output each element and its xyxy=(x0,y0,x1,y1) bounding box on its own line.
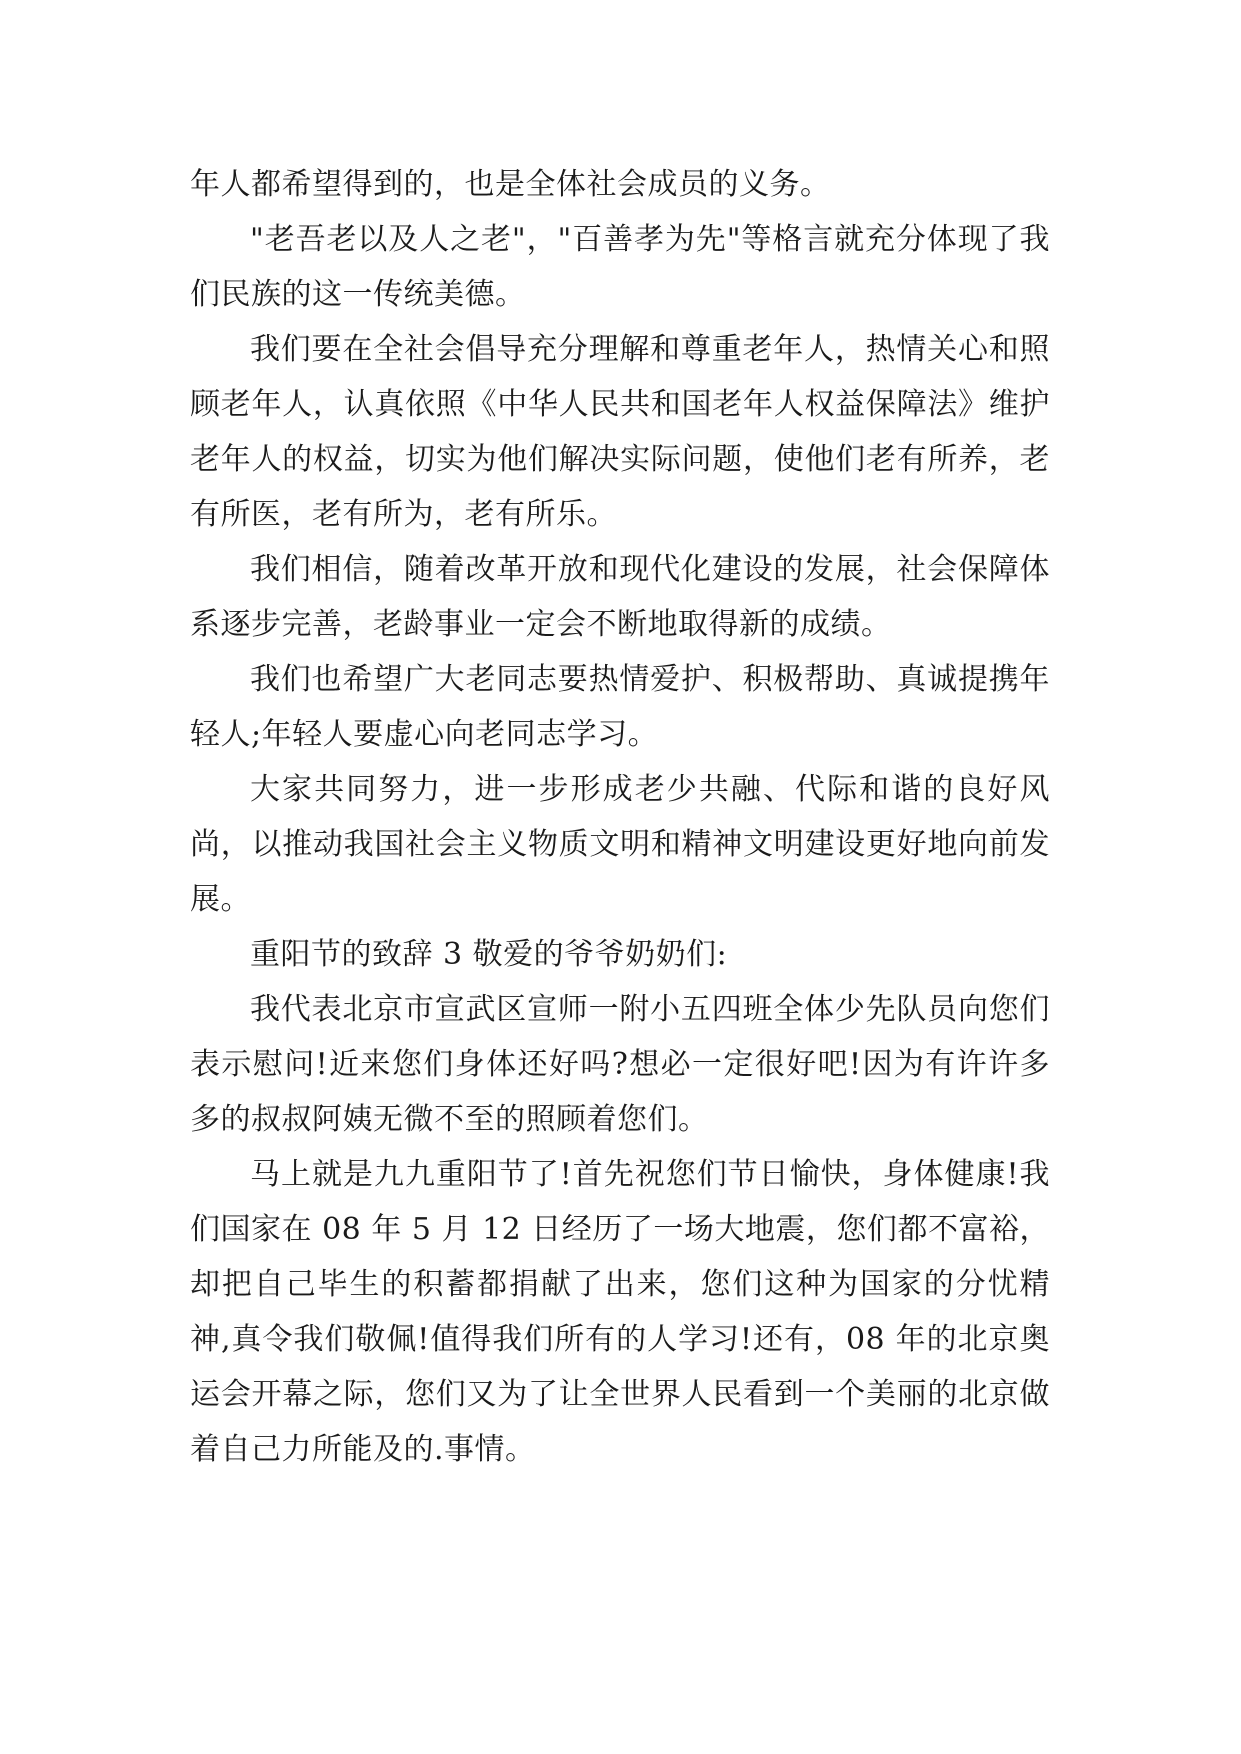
paragraph: 我们也希望广大老同志要热情爱护、积极帮助、真诚提携年轻人;年轻人要虚心向老同志学习。 xyxy=(190,662,1050,752)
paragraph: 大家共同努力，进一步形成老少共融、代际和谐的良好风尚，以推动我国社会主义物质文明和精神文明建设更好地向前发展。 xyxy=(190,772,1050,917)
paragraph: 我代表北京市宣武区宣师一附小五四班全体少先队员向您们表示慰问!近来您们身体还好吗?想必一定很好吧!因为有许许多多的叔叔阿姨无微不至的照顾着您们。 xyxy=(190,992,1050,1137)
document-body xyxy=(190,157,1050,1477)
section-heading: 重阳节的致辞 3 敬爱的爷爷奶奶们: xyxy=(250,937,728,972)
paragraph: 马上就是九九重阳节了!首先祝您们节日愉快，身体健康!我们国家在 08 年 5 月 12 日经历了一场大地震，您们都不富裕，却把自己毕生的积蓄都捐献了出来，您们这种为国家的分忧精神,真令我们敬佩!值得我们所有的人学习!还有，08 年的北京奥运会开幕之际，您们又为了让全世界人民看到一个美丽的北京做着自己力所能及的.事情。 xyxy=(190,1157,1050,1467)
paragraph: 我们要在全社会倡导充分理解和尊重老年人，热情关心和照顾老年人，认真依照《中华人民共和国老年人权益保障法》维护老年人的权益，切实为他们解决实际问题，使他们老有所养，老有所医，老有所为，老有所乐。 xyxy=(190,332,1050,532)
paragraph: 年人都希望得到的，也是全体社会成员的义务。 xyxy=(190,167,831,202)
paragraph: 我们相信，随着改革开放和现代化建设的发展，社会保障体系逐步完善，老龄事业一定会不断地取得新的成绩。 xyxy=(190,552,1050,642)
paragraph: "老吾老以及人之老"，"百善孝为先"等格言就充分体现了我们民族的这一传统美德。 xyxy=(190,222,1050,312)
